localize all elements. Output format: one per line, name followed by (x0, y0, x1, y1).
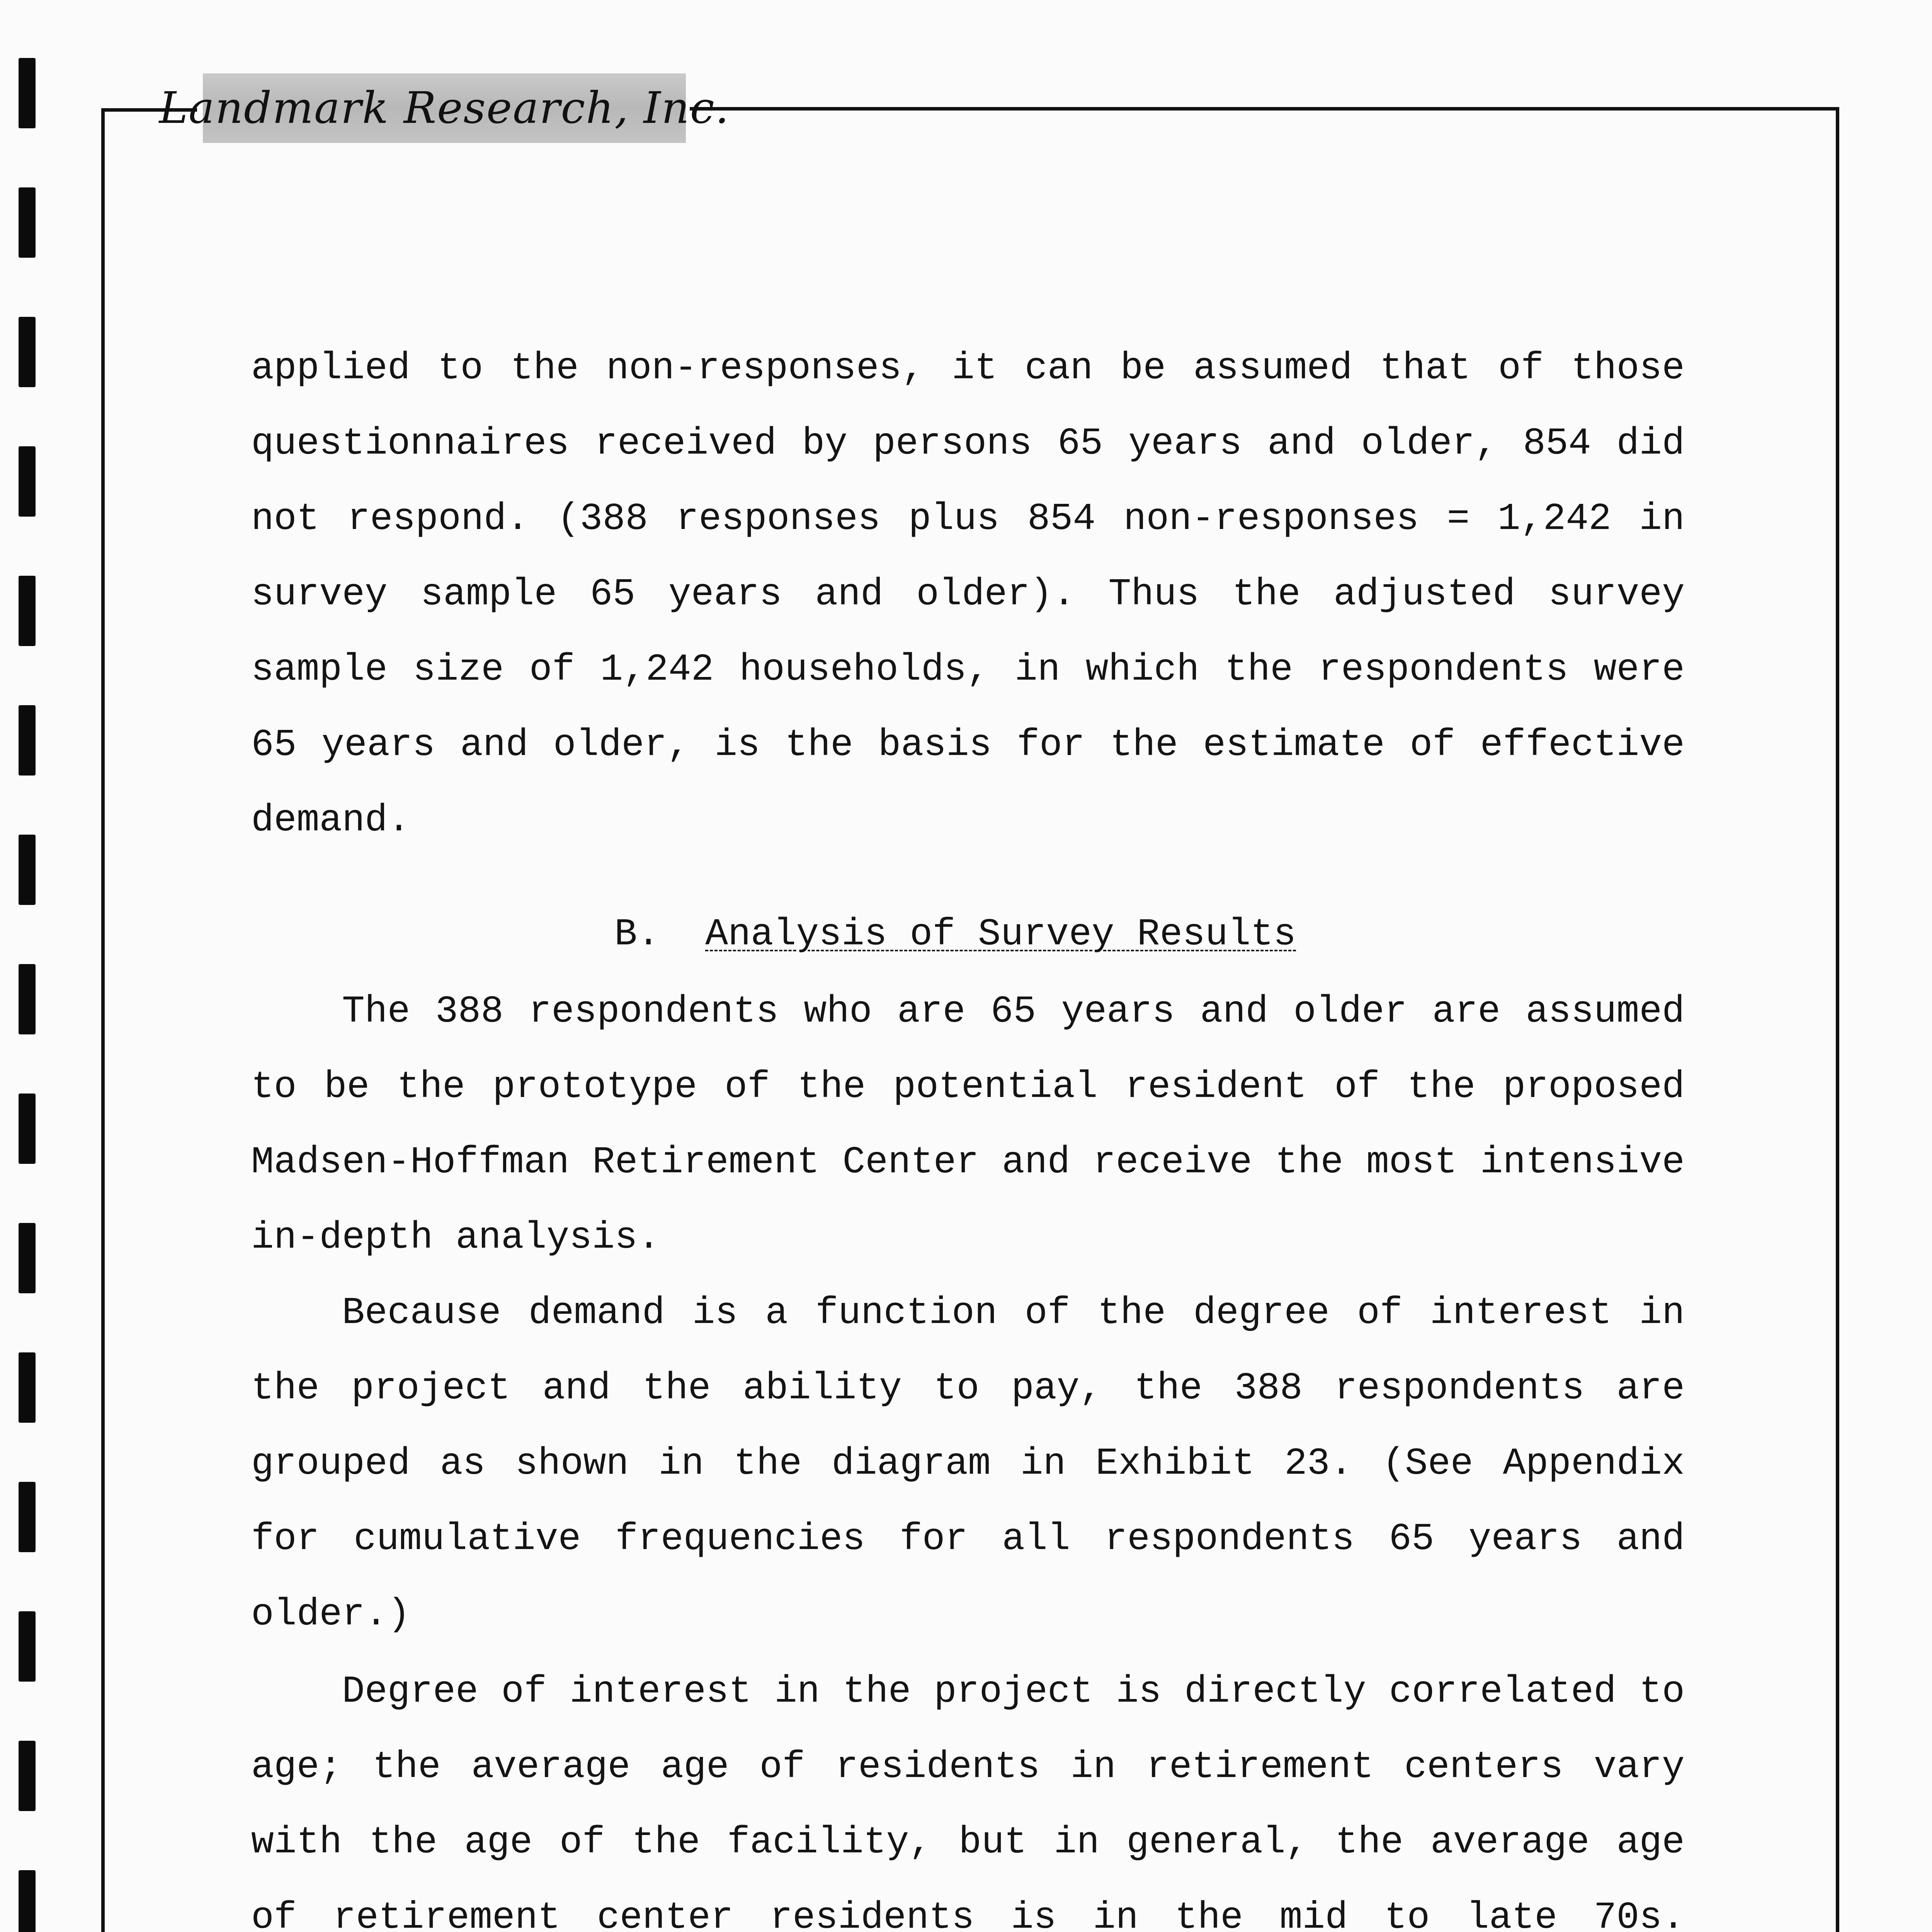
binding-hole (19, 1741, 36, 1811)
paragraph-line: with the age of the facility, but in general, the average age (251, 1821, 1685, 1864)
frame-left (101, 108, 105, 1932)
section-letter: B. (614, 913, 660, 956)
binding-hole (19, 705, 36, 776)
paragraph-line: The 388 respondents who are 65 years and older are assumed (342, 990, 1685, 1033)
binding-hole (19, 964, 36, 1034)
binding-hole (19, 1611, 36, 1682)
binding-hole (19, 1094, 36, 1164)
body-line: not respond. (388 responses plus 854 non-responses = 1,242 in (251, 498, 1685, 541)
binding-hole (19, 576, 36, 646)
binding-strip (19, 58, 42, 1932)
body-line: applied to the non-responses, it can be assumed that of those (251, 347, 1685, 390)
body-line: 65 years and older, is the basis for the estimate of effective (251, 724, 1685, 767)
paragraph-line: older.) (251, 1593, 410, 1636)
binding-hole (19, 835, 36, 905)
paragraph-line: the project and the ability to pay, the 388 respondents are (251, 1367, 1685, 1410)
binding-hole (19, 1352, 36, 1423)
body-line: survey sample 65 years and older). Thus the adjusted survey (251, 573, 1685, 616)
paragraph-line: Degree of interest in the project is directly correlated to (342, 1670, 1685, 1713)
letterhead-logo (159, 73, 730, 143)
frame-top-right (690, 107, 1839, 111)
section-heading (614, 913, 1296, 956)
paragraph-line: Because demand is a function of the degree of interest in (342, 1292, 1685, 1335)
paragraph-line: in-depth analysis. (251, 1216, 660, 1259)
binding-hole (19, 58, 36, 128)
binding-hole (19, 317, 36, 387)
frame-right (1836, 107, 1839, 1932)
letterhead-text: Landmark Research, Inc. (159, 83, 730, 133)
body-line: demand. (251, 799, 410, 842)
body-line: sample size of 1,242 households, in which the respondents were (251, 648, 1685, 691)
paragraph-line: of retirement center residents is in the mid to late 70s. (251, 1896, 1685, 1932)
binding-hole (19, 1482, 36, 1552)
binding-hole (19, 446, 36, 517)
paragraph-line: Madsen-Hoffman Retirement Center and receive the most intensive (251, 1141, 1685, 1184)
body-line: questionnaires received by persons 65 years and older, 854 did (251, 422, 1685, 465)
paragraph-line: age; the average age of residents in retirement centers vary (251, 1746, 1685, 1789)
binding-hole (19, 1870, 36, 1932)
binding-hole (19, 187, 36, 258)
paragraph-line: for cumulative frequencies for all respondents 65 years and (251, 1518, 1685, 1561)
paragraph-line: grouped as shown in the diagram in Exhibit 23. (See Appendix (251, 1442, 1685, 1485)
binding-hole (19, 1223, 36, 1293)
paragraph-line: to be the prototype of the potential resident of the proposed (251, 1066, 1685, 1109)
section-title: Analysis of Survey Results (705, 913, 1296, 956)
